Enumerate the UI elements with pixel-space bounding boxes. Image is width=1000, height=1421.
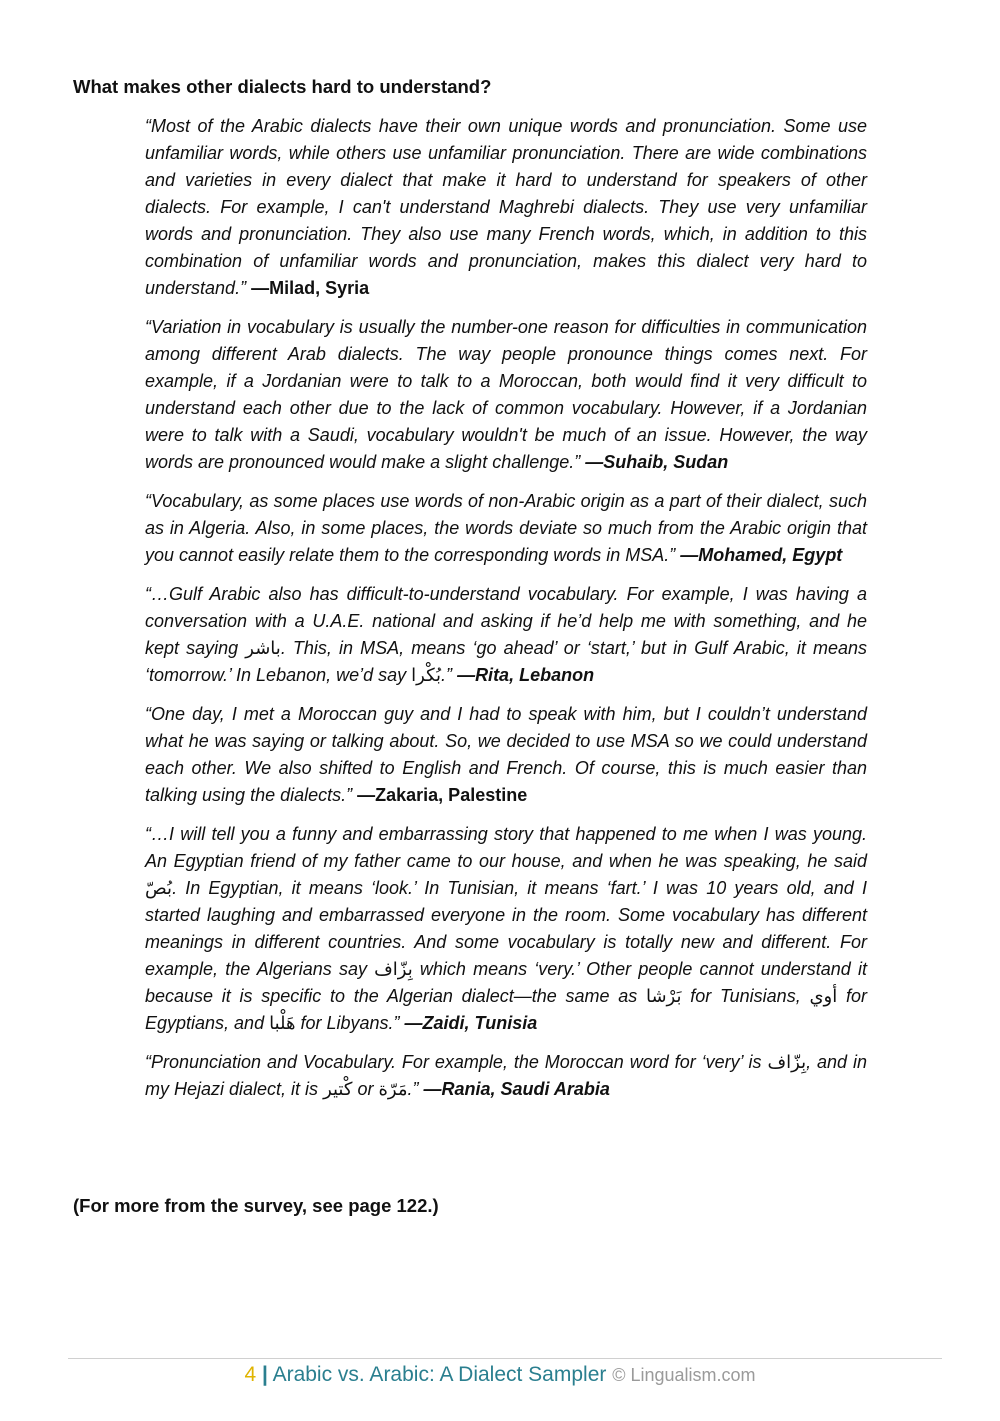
page-number: 4 bbox=[244, 1363, 257, 1386]
quote-text: .” bbox=[441, 665, 453, 685]
arabic-word: أوي bbox=[809, 986, 838, 1007]
quote-text: “…Gulf Arabic also has difficult-to-understand vocabulary. For example, I was having a conversation with a U.A.E. national and asking if he’d help me with something, and he kept saying bbox=[145, 584, 867, 658]
quote-attribution: —Milad, Syria bbox=[251, 278, 370, 298]
arabic-word: باشر bbox=[245, 638, 281, 659]
arabic-word: بُكْرا bbox=[411, 665, 442, 686]
arabic-word: هَلْبا bbox=[269, 1013, 296, 1034]
quote-attribution: —Zakaria, Palestine bbox=[357, 785, 528, 805]
quote-attribution: —Mohamed, Egypt bbox=[680, 545, 843, 565]
survey-reference-note: (For more from the survey, see page 122.) bbox=[73, 1195, 439, 1216]
arabic-word: بِزّاف bbox=[374, 959, 413, 980]
quote-rita bbox=[145, 581, 867, 689]
arabic-word: مَرّة bbox=[378, 1079, 408, 1100]
footer-divider bbox=[68, 1358, 942, 1359]
quote-milad bbox=[145, 113, 867, 302]
arabic-word: بِزّاف bbox=[767, 1052, 807, 1073]
quote-text: or bbox=[352, 1079, 379, 1099]
quote-text: “Variation in vocabulary is usually the number-one reason for difficulties in communication among different Arab dialects. The way people pronounce things comes next. For example, if a Jordanian were to talk to a Moroccan, both would find it very difficult to understand each other due to the lack of common vocabulary. However, if a Jordanian were to talk with a Saudi, vocabulary wouldn't be much of an issue. However, the way words are pronounced would make a slight challenge.” bbox=[145, 317, 867, 472]
section-heading: What makes other dialects hard to understand? bbox=[73, 76, 492, 97]
quote-text: “Vocabulary, as some places use words of non-Arabic origin as a part of their dialect, such as in Algeria. Also, in some places, the words deviate so much from the Arabic origin that you cannot easily relate them to the corresponding words in MSA.” bbox=[145, 491, 867, 565]
arabic-word: بُصّ bbox=[145, 878, 173, 899]
footer-separator: | bbox=[261, 1363, 268, 1386]
quote-text: . This, in MSA, means ‘go ahead’ or ‘start,’ but in Gulf Arabic, it means ‘tomorrow.’ In Lebanon, we’d say bbox=[145, 638, 867, 685]
quote-attribution: —Suhaib, Sudan bbox=[585, 452, 729, 472]
quote-rania bbox=[145, 1049, 867, 1103]
quote-attribution: —Rania, Saudi Arabia bbox=[423, 1079, 610, 1099]
copyright-notice: © Lingualism.com bbox=[612, 1365, 756, 1385]
quote-text: “One day, I met a Moroccan guy and I had to speak with him, but I couldn’t understand what he was saying or talking about. So, we decided to use MSA so we could understand each other. We also shifted to English and French. Of course, this is much easier than talking using the dialects.” bbox=[145, 704, 867, 805]
quote-attribution: —Rita, Lebanon bbox=[457, 665, 595, 685]
quote-attribution: —Zaidi, Tunisia bbox=[404, 1013, 538, 1033]
book-title: Arabic vs. Arabic: A Dialect Sampler bbox=[272, 1363, 607, 1386]
quote-mohamed bbox=[145, 488, 867, 569]
quote-text: for Tunisians, bbox=[681, 986, 810, 1006]
quotes-block bbox=[145, 113, 867, 1115]
page-footer bbox=[0, 1360, 1000, 1390]
quote-text: for Egyptians, and bbox=[145, 986, 867, 1033]
quote-suhaib bbox=[145, 314, 867, 476]
quote-text: . In Egyptian, it means ‘look.’ In Tunisian, it means ‘fart.’ I was 10 years old, and I started laughing and embarrassed everyone in the room. Some vocabulary has different meanings in different countries. And some vocabulary is totally new and different. For example, the Algerians say bbox=[145, 878, 867, 979]
quote-text: , and in my Hejazi dialect, it is bbox=[145, 1052, 868, 1099]
quote-text: “Most of the Arabic dialects have their own unique words and pronunciation. Some use unfamiliar words, while others use unfamiliar pronunciation. There are wide combinations and varieties in every dialect that make it hard to understand for speakers of other dialects. For example, I can't understand Maghrebi dialects. They use very unfamiliar words and pronunciation. They also use many French words, which, in addition to this combination of unfamiliar words and pronunciation, makes this dialect very hard to understand.” bbox=[145, 116, 867, 298]
quote-text: “Pronunciation and Vocabulary. For example, the Moroccan word for ‘very’ is bbox=[145, 1052, 768, 1072]
quote-text: for Libyans.” bbox=[295, 1013, 400, 1033]
arabic-word: بَرْشا bbox=[645, 986, 682, 1007]
arabic-word: كْتير bbox=[323, 1079, 353, 1100]
quote-text: .” bbox=[407, 1079, 419, 1099]
quote-text: “…I will tell you a funny and embarrassing story that happened to me when I was young. An Egyptian friend of my father came to our house, and when he was speaking, he said bbox=[145, 824, 867, 871]
quote-zaidi bbox=[145, 821, 867, 1037]
quote-zakaria bbox=[145, 701, 867, 809]
quote-text: which means ‘very.’ Other people cannot understand it because it is specific to the Algerian dialect—the same as bbox=[145, 959, 867, 1006]
